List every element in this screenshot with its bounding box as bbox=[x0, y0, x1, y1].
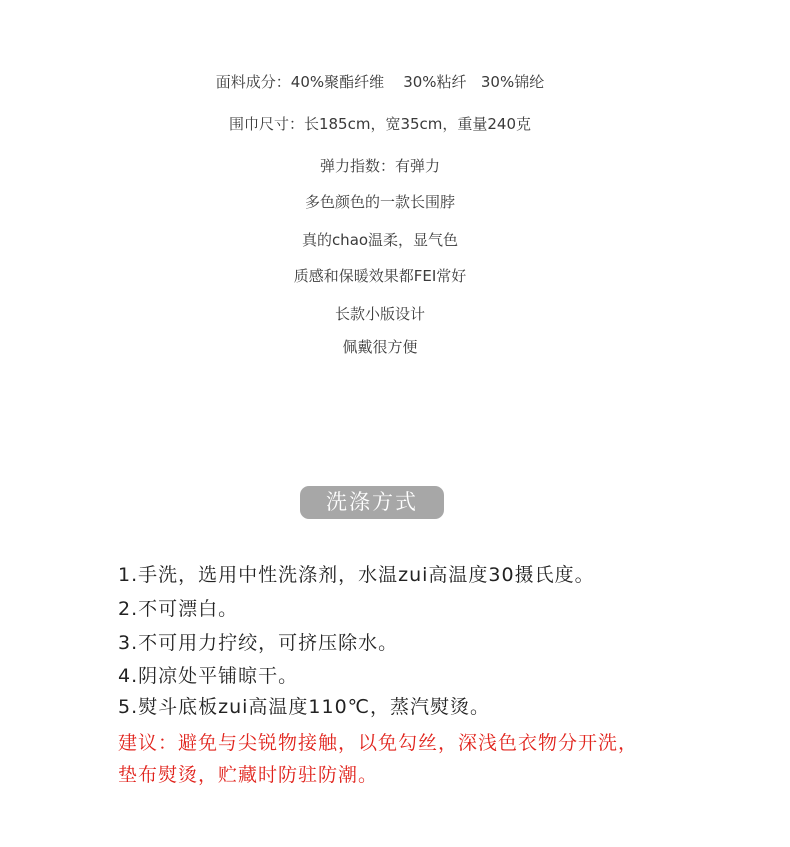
wash-step-5: 5.熨斗底板zui高温度110℃，蒸汽熨烫。 bbox=[118, 696, 491, 718]
wash-step-2: 2.不可漂白。 bbox=[118, 598, 239, 620]
care-warning-line-2: 垫布熨烫，贮藏时防驻防潮。 bbox=[118, 764, 379, 786]
wash-step-1: 1.手洗，选用中性洗涤剂，水温zui高温度30摄氏度。 bbox=[118, 564, 595, 586]
spec-elasticity: 弹力指数：有弹力 bbox=[319, 157, 440, 175]
spec-colors: 多色颜色的一款长围脖 bbox=[304, 193, 455, 211]
spec-gentle: 真的chao温柔，显气色 bbox=[301, 231, 459, 249]
wash-step-4: 4.阴凉处平铺晾干。 bbox=[118, 665, 299, 687]
spec-warmth: 质感和保暖效果都FEI常好 bbox=[293, 267, 467, 285]
spec-size: 围巾尺寸：长185cm，宽35cm，重量240克 bbox=[228, 115, 532, 133]
spec-wear: 佩戴很方便 bbox=[342, 338, 418, 356]
spec-fabric: 面料成分：40%聚酯纤维 30%粘纤 30%锦纶 bbox=[215, 73, 545, 91]
care-warning-line-1: 建议：避免与尖锐物接触，以免勾丝，深浅色衣物分开洗， bbox=[118, 732, 639, 754]
wash-step-3: 3.不可用力拧绞，可挤压除水。 bbox=[118, 632, 399, 654]
section-title-washing: 洗涤方式 bbox=[300, 486, 444, 519]
spec-design: 长款小版设计 bbox=[334, 305, 425, 323]
